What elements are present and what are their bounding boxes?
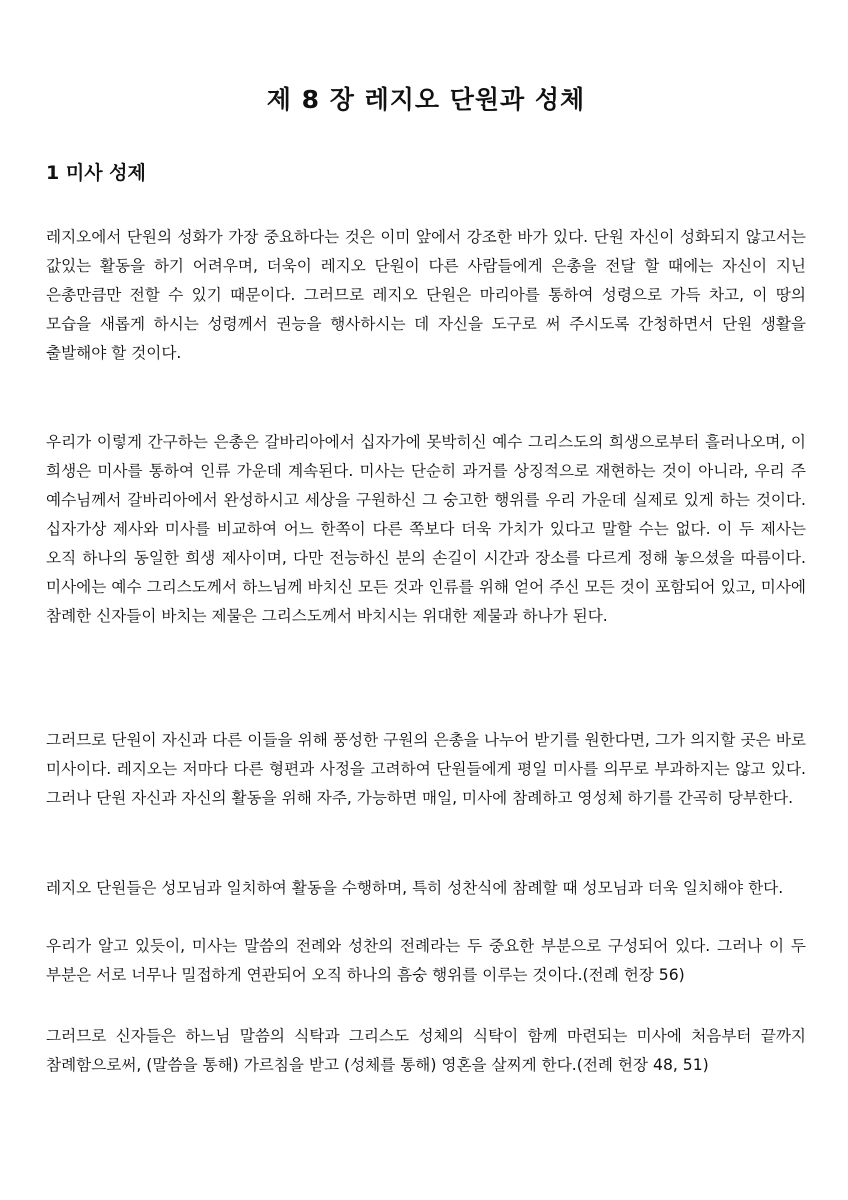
paragraph-union-with-mary: 레지오 단원들은 성모님과 일치하여 활동을 수행하며, 특히 성찬식에 참례할 때 성모님과 더욱 일치해야 한다. [46, 879, 784, 897]
paragraph-sacrifice: 우리가 이렇게 간구하는 은총은 갈바리아에서 십자가에 못박히신 예수 그리스도의 희생으로부터 흘러나오며, 이 희생은 미사를 통하여 인류 가운데 계속된다. 미사는 단순히 과거를 상징적으로 재현하는 것이 아니라, 우리 주 예수님께서 갈바리아에서 완성하시고 세상을 구원하신 그 숭고한 행위를 우리 가운데 실제로 있게 하는 것이다. 십자가상 제사와 미사를 비교하여 어느 한쪽이 다른 쪽보다 더욱 가치가 있다고 말할 수는 없다. 이 두 제사는 오직 하나의 동일한 희생 제사이며, 다만 전능하신 분의 손길이 시간과 장소를 다르게 정해 놓으셨을 따름이다. 미사에는 예수 그리스도께서 하느님께 바치신 모든 것과 인류를 위해 얻어 주신 모든 것이 포함되어 있고, 미사에 참례한 신자들이 바치는 제물은 그리스도께서 바치시는 위대한 제물과 하나가 된다. [46, 433, 806, 625]
paragraph-daily-mass: 그러므로 단원이 자신과 다른 이들을 위해 풍성한 구원의 은총을 나누어 받기를 원한다면, 그가 의지할 곳은 바로 미사이다. 레지오는 저마다 다른 형편과 사정을 고려하여 단원들에게 평일 미사를 의무로 부과하지는 않고 있다. 그러나 단원 자신과 자신의 활동을 위해 자주, 가능하면 매일, 미사에 참례하고 영성체 하기를 간곡히 당부한다. [46, 731, 806, 807]
paragraph-sanctification: 레지오에서 단원의 성화가 가장 중요하다는 것은 이미 앞에서 강조한 바가 있다. 단원 자신이 성화되지 않고서는 값있는 활동을 하기 어려우며, 더욱이 레지오 단원이 다른 사람들에게 은총을 전달 할 때에는 자신이 지닌 은총만큼만 전할 수 있기 때문이다. 그러므로 레지오 단원은 마리아를 통하여 성령으로 가득 차고, 이 땅의 모습을 새롭게 하시는 성령께서 권능을 행사하시는 데 자신을 도구로 써 주시도록 간청하면서 단원 생활을 출발해야 할 것이다. [46, 228, 806, 362]
chapter-title: 제 8 장 레지오 단원과 성체 [266, 85, 586, 114]
paragraph-two-tables: 그러므로 신자들은 하느님 말씀의 식탁과 그리스도 성체의 식탁이 함께 마련되는 미사에 처음부터 끝까지 참례함으로써, (말씀을 통해) 가르침을 받고 (성체를 통해) 영혼을 살찌게 한다.(전례 헌장 48, 51) [46, 1027, 806, 1074]
paragraph-liturgy-parts: 우리가 알고 있듯이, 미사는 말씀의 전례와 성찬의 전례라는 두 중요한 부분으로 구성되어 있다. 그러나 이 두 부분은 서로 너무나 밀접하게 연관되어 오직 하나의 흠숭 행위를 이루는 것이다.(전례 헌장 56) [46, 937, 806, 984]
section-title: 1 미사 성제 [46, 162, 146, 184]
